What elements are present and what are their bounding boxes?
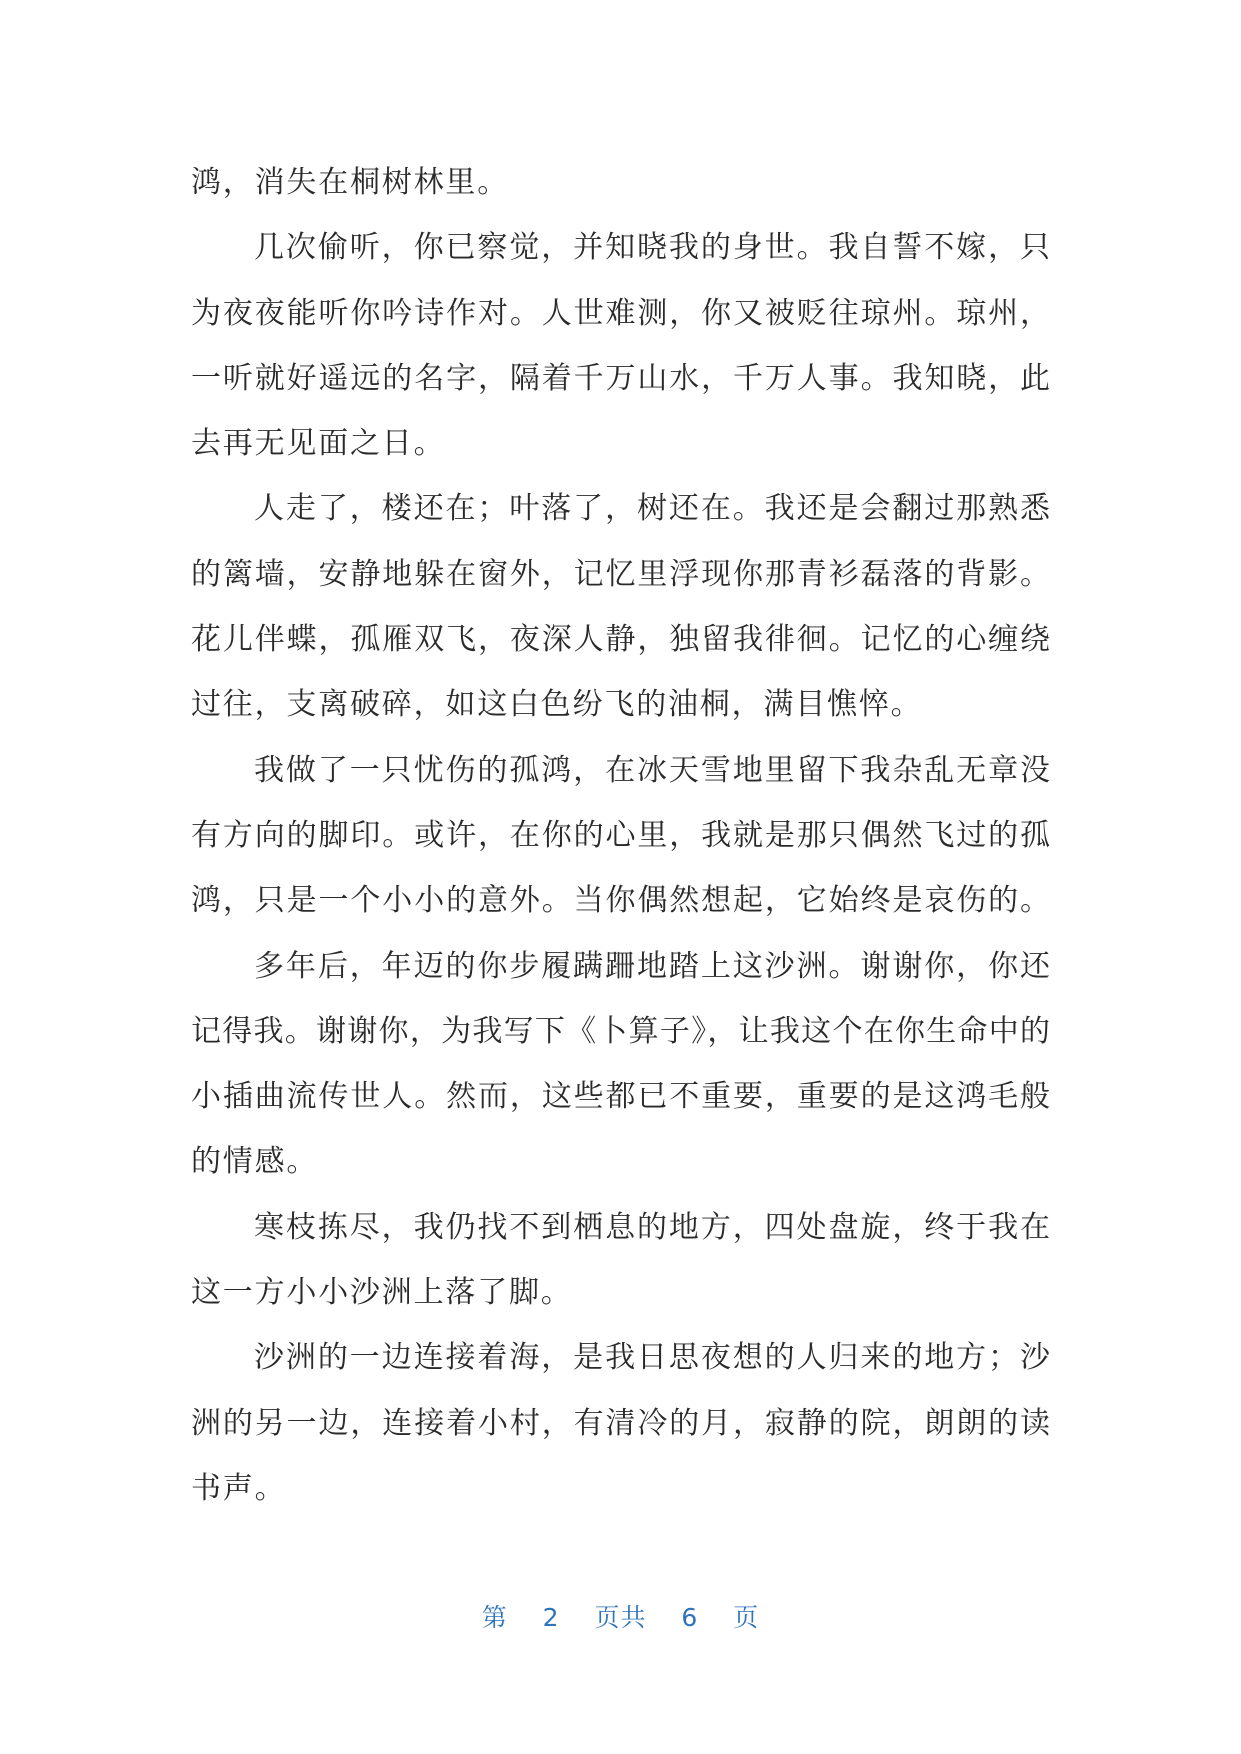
- paragraph: [191, 1195, 1050, 1326]
- text-line: 过往，支离破碎，如这白色纷飞的油桐，满目憔悴。: [191, 687, 923, 723]
- text-line: 我做了一只忧伤的孤鸿，在冰天雪地里留下我杂乱无章没: [254, 752, 1050, 788]
- text-line: 的篱墙，安静地躲在窗外，记忆里浮现你那青衫磊落的背影。: [191, 556, 1050, 592]
- text-line: 的情感。: [191, 1144, 319, 1180]
- text-line: 这一方小小沙洲上落了脚。: [191, 1275, 573, 1311]
- text-line: 一听就好遥远的名字，隔着千万山水，千万人事。我知晓，此: [191, 360, 1050, 396]
- text-line: 有方向的脚印。或许，在你的心里，我就是那只偶然飞过的孤: [191, 817, 1050, 853]
- page-number-footer: 第 2 页共 6 页: [481, 1603, 760, 1632]
- paragraph: [191, 934, 1050, 1195]
- text-line: 鸿，只是一个小小的意外。当你偶然想起，它始终是哀伤的。: [191, 883, 1050, 919]
- text-line: 寒枝拣尽，我仍找不到栖息的地方，四处盘旋，终于我在: [254, 1209, 1050, 1245]
- text-line: 几次偷听，你已察觉，并知晓我的身世。我自誓不嫁，只: [254, 230, 1050, 266]
- paragraph: [191, 1325, 1050, 1521]
- text-line: 为夜夜能听你吟诗作对。人世难测，你又被贬往琼州。琼州，: [191, 295, 1050, 331]
- text-line: 花儿伴蝶，孤雁双飞，夜深人静，独留我徘徊。记忆的心缠绕: [191, 622, 1050, 658]
- text-line: 记得我。谢谢你，为我写下《卜算子》，让我这个在你生命中的: [191, 1013, 1050, 1049]
- text-line: 书声。: [191, 1470, 287, 1506]
- text-line: 去再无见面之日。: [191, 426, 446, 462]
- text-line: 沙洲的一边连接着海，是我日思夜想的人归来的地方；沙: [254, 1340, 1050, 1376]
- text-line: 洲的另一边，连接着小村，有清冷的月，寂静的院，朗朗的读: [191, 1405, 1050, 1441]
- text-line: 人走了，楼还在；叶落了，树还在。我还是会翻过那熟悉: [254, 491, 1050, 527]
- text-line: 鸿，消失在桐树林里。: [191, 165, 509, 200]
- paragraph: [191, 215, 1050, 476]
- text-line: 多年后，年迈的你步履蹒跚地踏上这沙洲。谢谢你，你还: [254, 948, 1050, 984]
- paragraph: [191, 738, 1050, 934]
- paragraph: [191, 476, 1050, 737]
- document-body: [191, 150, 1050, 1521]
- paragraph: [191, 150, 1050, 215]
- text-line: 小插曲流传世人。然而，这些都已不重要，重要的是这鸿毛般: [191, 1079, 1050, 1115]
